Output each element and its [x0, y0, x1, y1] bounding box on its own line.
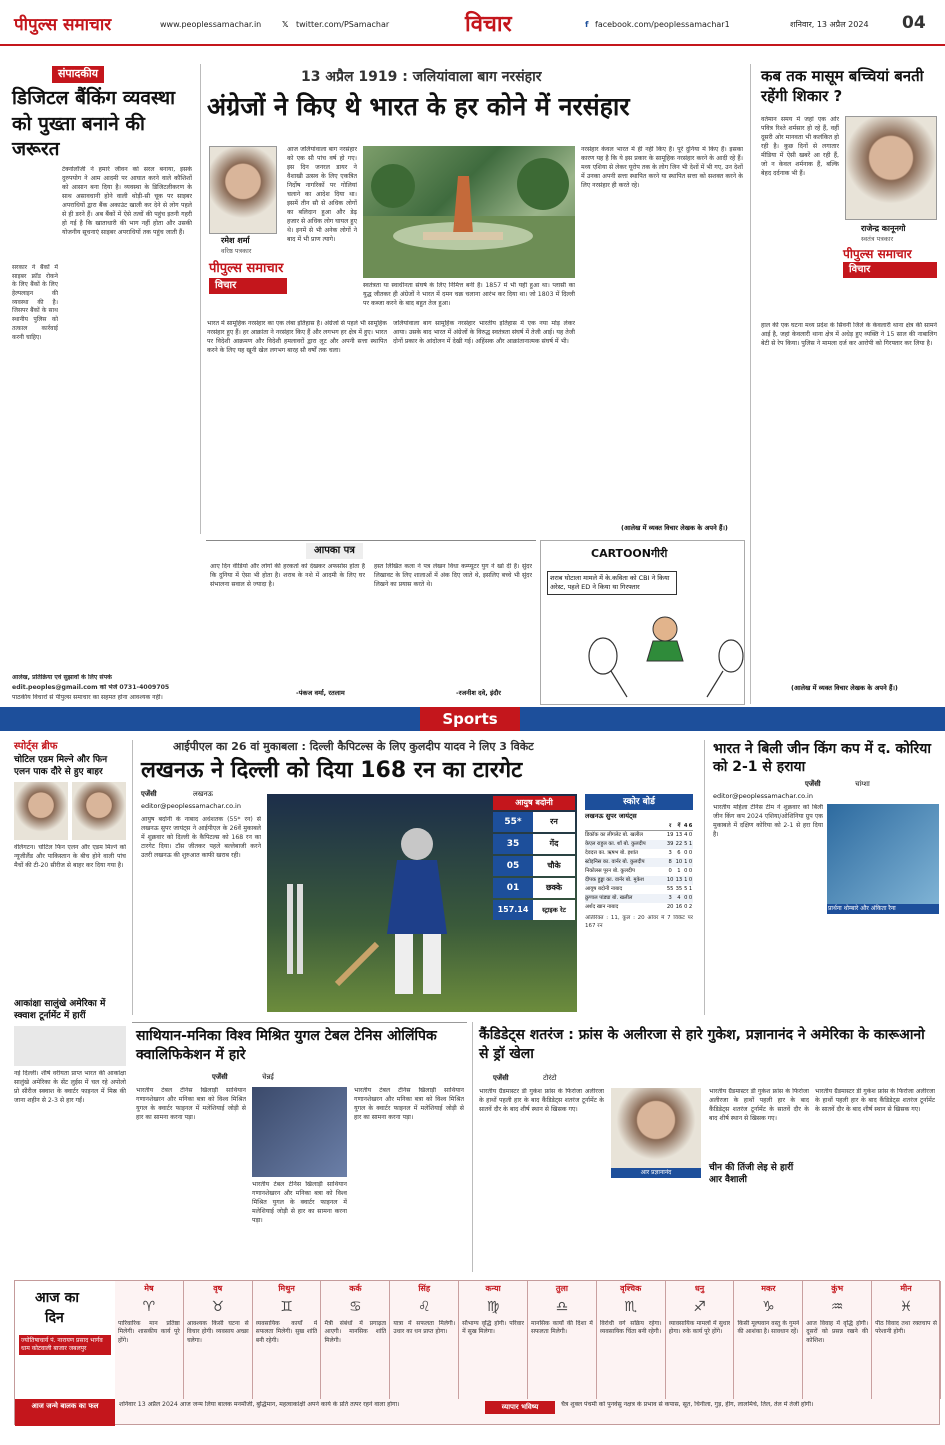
sign-name: धनु [694, 1284, 705, 1293]
stat-value: 01 [493, 878, 533, 898]
horoscope-signs [115, 1281, 941, 1399]
main-kicker: 13 अप्रैल 1919 : जलियांवाला बाग नरसंहार [301, 69, 542, 85]
ipl-article [132, 740, 697, 1015]
logo: पीपुल्स समाचार [14, 15, 112, 35]
table-cell: 0 [688, 849, 693, 856]
sign-name: वृश्चिक [620, 1284, 642, 1293]
editorial-footer-contact: आलेख, प्रतिक्रिया एवं सुझावों के लिए संपर्क [12, 674, 112, 681]
zodiac-icon: ♒ [830, 1298, 844, 1315]
scoreboard-team: लखनऊ सुपर जायंट्स [585, 812, 637, 821]
tt-agency: एजेंसी [212, 1073, 228, 1081]
tt-headline: साथियान-मनिका विश्व मिश्रित युगल टेबल टेनिस ओलिंपिक क्वालिफिकेशन में हारे [136, 1028, 437, 1063]
right-author-role: स्वतंत्र पत्रकार [861, 235, 894, 243]
scoreboard-header-cell: र [666, 823, 675, 831]
twitter-icon: 𝕏 [282, 20, 289, 29]
horoscope-sign-card [390, 1281, 459, 1399]
business-label: व्यापार भविष्य [485, 1401, 555, 1414]
table-cell: 3 [668, 895, 672, 902]
editorial-footer-email: edit.peoples@gmail.com को भेजें 0731-4009705 [12, 684, 170, 691]
table-cell: 6 [677, 849, 681, 856]
sign-name: तुला [555, 1284, 568, 1293]
table-cell: 5 [684, 840, 688, 847]
table-cell: 0 [684, 867, 688, 874]
tt-city: चेन्नई [262, 1073, 274, 1081]
editorial-headline: डिजिटल बैंकिंग व्यवस्था को पुख्ता बनाने की जरूरत [12, 87, 176, 161]
author-photo [209, 146, 277, 234]
horoscope-sign-card [184, 1281, 253, 1399]
table-row [585, 885, 693, 894]
sports-banner [0, 707, 945, 731]
chess-article [472, 1022, 940, 1272]
chess-caption: आर प्रज्ञानानंद [611, 1168, 701, 1178]
sign-text: मैत्री संबंधों में प्रगाढ़ता आएगी। मानसिक शांति मिलेगी। [324, 1319, 387, 1345]
table-cell: 2 [688, 904, 693, 911]
zodiac-icon: ♋ [349, 1298, 362, 1315]
sign-name: कन्या [485, 1284, 501, 1293]
table-cell: 10 [675, 858, 683, 865]
right-author-name: राजेन्द्र कानूनगो [861, 224, 906, 233]
brand-logo: पीपुल्स समाचार [209, 261, 284, 276]
stat-label: चौके [533, 856, 575, 876]
sign-text: विरोधी वर्ग सक्रिय रहेगा। व्यवसायिक चिंता बनी रहेगी। [599, 1319, 662, 1336]
memorial-photo [363, 146, 575, 278]
zodiac-icon: ♌ [417, 1298, 431, 1315]
sign-name: कर्क [349, 1284, 362, 1293]
ipl-kicker: आईपीएल का 26 वां मुकाबला : दिल्ली कैपिटल्स के लिए कुलदीप यादव ने लिए 3 विकेट [173, 740, 534, 753]
table-row [585, 840, 693, 849]
table-cell: 0 [688, 867, 693, 874]
right-body: वर्तमान समय में जहां एक ओर पवित्र रिश्ते शर्मसार हो रहे हैं, वहीं दूसरी ओर मानवता भी कलंकित हो रही है। कुछ दिनों से लगातार मीडिया में ऐसी खबरें आ रही हैं, जो न केवल शर्मनाक हैं, बल्कि बेहद दर्दनाक भी हैं। [761, 116, 839, 177]
chess-agency: एजेंसी [493, 1074, 509, 1082]
brief-tag: स्पोर्ट्स ब्रीफ [14, 741, 58, 752]
editorial-body: टेक्नोलॉजी ने हमारे जीवन को सरल बनाया, इसके दुरुपयोग ने आम आदमी पर आघात करने वाले कौशिशों को आसान बना दिया है। व्यवस्था के डिजिटलीकरण के साथ असावधानी होने वाली थोड़ी-सी चूक पर साइबर अपराधियों द्वारा बैंक अकाउंट खाली कर देने से लोग पहले से ही डरने हैं। अब बैंकों में ऐसे तत्वों की पहुंच इतनी गहरी हो गई है कि खाताधारी की भाग नहीं होता और उसकी योजनीय सूचनाएं साइबर अपराधियों तक पहुंच जाती हैं। [62, 166, 192, 236]
table-cell: केएल राहुल का. शॉ बो. कुलदीप [585, 840, 646, 847]
facebook-link[interactable]: facebook.com/peoplessamachar1 [595, 20, 730, 29]
table-cell: 8 [668, 858, 672, 865]
chess-sub-headline: चीन की तिंजी लेइ से हारीं आर वैशाली [709, 1163, 794, 1186]
main-headline: अंग्रेजों ने किए थे भारत के हर कोने में नरसंहार [207, 92, 630, 121]
twitter-link[interactable]: twitter.com/PSamachar [296, 20, 390, 29]
letter2-body: हस्त लिखित कला ने पत्र लेखन विधा कम्प्यूटर युग ने खो दी है। सुंदर लिखावट के लिए शालाओं में अंक दिए जाते थे, इसलिए बच्चे भी सुंदर लिखने का प्रयास करते थे। [374, 563, 532, 588]
chess-body-2: भारतीय ग्रैंडमास्टर डी गुकेश फ्रांस के फिरोजा अलीरजा के हाथों पहली हार के बाद कैंडिडेट्स शतरंज टूर्नामेंट के सातवें दौर के बाद शीर्ष स्थान से खिसक गए। [709, 1088, 809, 1122]
sign-text: आवश्यक किसी घटना से विचार होगी। व्यवसाय अच्छा चलेगा। [186, 1319, 249, 1345]
billie-headline: भारत ने बिली जीन किंग कप में द. कोरिया को 2-1 से हराया [713, 741, 932, 776]
ipl-body: आयुष बदोनी के नाबाद अर्धशतक (55* रन) से लखनऊ सुपर जायंट्स ने आईपीएल के 26वें मुकाबले में शुक्रवार को दिल्ली के कैपिटल्स को 168 रन का टारगेट दिया। टॉस जीतकर पहले बल्लेबाजी करने उतरी लखनऊ की शुरुआत काफी खराब रही। [141, 816, 261, 859]
cartoon-box [540, 540, 745, 705]
table-cell: 10 [666, 877, 674, 883]
scoreboard-header-row [585, 823, 693, 831]
table-cell: 35 [675, 886, 683, 893]
horoscope-sign-card [459, 1281, 528, 1399]
sign-text: यात्रा में सफलता मिलेगी। उधार का धन प्राप्त होगा। [393, 1319, 456, 1336]
horoscope-sign-card [872, 1281, 941, 1399]
table-cell: 0 [684, 895, 688, 902]
business-text: चैत्र शुक्ल पंचमी को पुनर्वसु नक्षत्र के प्रभाव से कपास, सूत, चिनीला, गुड़, हींग, लालमिर्च, तिल, तेल में तेजी होगी। [561, 1401, 814, 1408]
sign-text: आज विवाह में वृद्धि होगी। दूसरों को प्रसन्न रखने की कोशिश। [806, 1319, 869, 1345]
table-row [585, 858, 693, 867]
zodiac-icon: ♎ [555, 1298, 569, 1315]
horoscope-title-top: आज का [35, 1290, 79, 1306]
scoreboard-header-cell [585, 823, 666, 831]
table-cell: 19 [666, 831, 674, 838]
right-body2: हाल की एक घटना मध्य प्रदेश के सिवनी जिले के केवलारी थाना क्षेत्र की सामने आई है, जहां केवलारी थाना क्षेत्र में अधेड़ हुए व्यक्ति ने 15 साल की नाबालिग बेटी से रेप किया। पुलिस ने मामला दर्ज कर आरोपी को गिरफ्तार कर लिया है। [761, 322, 937, 347]
sign-name: वृष [213, 1284, 223, 1293]
billie-agency: एजेंसी [805, 780, 821, 788]
right-article [750, 64, 940, 704]
horoscope-title-bottom: दिन [45, 1310, 64, 1326]
table-cell: देवदत्त का. ऋषभ बो. इशांत [585, 849, 638, 856]
sign-name: सिंह [418, 1284, 431, 1293]
cartoon-title: CARTOONगीरी [591, 547, 668, 560]
tt-body-2: भारतीय टेबल टेनिस खिलाड़ी साथियान गणानशेखरन और मनिका बत्रा को विश्व मिश्रित युगल के क्वार्टर फाइनल में मलेशियाई जोड़ी से हार का सामना करना पड़ा। [252, 1181, 347, 1224]
table-cell: 55 [666, 886, 674, 893]
born-text: शनिवार 13 अप्रैल 2024 आज जन्म लिया बालक मनमौजी, बुद्धिमान, महत्वाकांक्षी अपने कार्य के प्रति तत्पर रहने वाला होगा। [119, 1401, 400, 1408]
table-cell: निकोलस पूरन बो. कुलदीप [585, 867, 635, 874]
table-cell: 39 [666, 840, 674, 847]
main-col1: आज जलियांवाला बाग नरसंहार को एक सौ पांच वर्ष हो गए। इस दिन जनरल डायर ने वैशाखी उत्सव के लिए एकत्रित निर्दोष नागरिकों पर गोलियां चलाने का आदेश दिया था। इसमें तीन सौ से अधिक लोगों का बलिदान हुआ और डेढ़ हजार से अधिक लोग घायल हुए थे। इनमें से भी अनेक लोगों ने बाद में भी प्राण त्यागे। [287, 146, 357, 243]
table-cell: 1 [684, 877, 688, 883]
table-cell: 0 [688, 858, 693, 865]
section-title: विचार [465, 12, 512, 37]
right-end-note: (आलेख में व्यक्त विचार लेखक के अपने हैं।) [791, 684, 898, 692]
letter1-body: आए दिन वीडियो और लोगों की हरकतों को देखकर अफसोस होता है कि दुनिया में ऐसा भी होता है। शराब के नशे में आदमी के लिए घर संभालना सवाल से ज्यादा है। [210, 563, 365, 588]
website-link[interactable]: www.peoplessamachar.in [160, 20, 262, 29]
table-cell: 1 [688, 840, 693, 847]
main-end-note: (आलेख में व्यक्त विचार लेखक के अपने हैं।) [621, 524, 728, 532]
billie-photo [827, 804, 939, 904]
stat-label: रन [533, 812, 575, 832]
cartoon-drawing [541, 601, 746, 701]
table-cell: 13 [675, 831, 683, 838]
main-col3: नरसंहार केवल भारत में ही नहीं किए हैं। पूरे दुनिया में किए हैं। इसका कारण यह है कि ये इस प्रकार के सामूहिक नरसंहार करने के आदी रहे हैं। मध्य एशिया से लेकर यूरोप तक के लोग जिन भी देशों में भी गए, उन देशों में उनका अपनी सत्ता स्थापित करने या स्थापित सत्ता को सशक्त करने के लिए नरसंहार ही करते रहे। [581, 146, 743, 189]
sign-text: सौभाग्य वृद्धि होगी। परिवार में सुख मिलेगा। [462, 1319, 524, 1336]
astrologer: ज्योतिषाचार्य पं. नारायण प्रसाद भार्गव धाम कोटवाली बाजार जबलपुर [19, 1335, 111, 1355]
table-cell: 0 [668, 867, 672, 874]
table-cell: आयुष बदोनी नाबाद [585, 886, 623, 893]
table-cell: 1 [677, 867, 681, 874]
table-row [585, 830, 693, 840]
scoreboard [585, 794, 693, 1012]
main-col-bottom2: जलियांवाला बाग सामूहिक नरसंहार भारतीय इतिहास में एक नया मोड़ लेकर आया। उसके बाद भारत में अंग्रेजों के विरुद्ध स्वतंत्रता संघर्ष में तेजी आई। यह तेजी दोनों प्रकार के आंदोलन में देखी गई। अहिंसक और आक्रांतानात्मक संघर्ष में भी। [393, 320, 575, 345]
masthead [0, 0, 945, 46]
brief2-headline: आकांक्षा सालुंखे अमेरिका में स्क्वाश टूर्नामेंट में हारीं [14, 999, 106, 1022]
scoreboard-title: स्कोर बोर्ड [585, 794, 693, 810]
author-role: वरिष्ठ पत्रकार [221, 247, 252, 255]
billie-email[interactable]: editor@peoplessamachar.co.in [713, 792, 813, 800]
stat-row-balls [493, 834, 575, 854]
player-name: आयुष बदोनी [493, 796, 575, 810]
sign-name: मेष [144, 1284, 154, 1293]
sign-name: मिथुन [278, 1284, 295, 1293]
sign-text: पीठ विवाद तथा रक्तचाप से परेशानी होगी। [875, 1319, 937, 1336]
sign-name: मकर [761, 1284, 776, 1293]
right-headline: कब तक मासूम बच्चियां बनती रहेंगी शिकार ? [761, 67, 924, 106]
letters-box [206, 540, 536, 705]
right-author-photo [845, 116, 937, 220]
table-row [585, 894, 693, 903]
page-number: 04 [902, 13, 926, 33]
main-article [200, 64, 745, 534]
zodiac-icon: ♑ [762, 1298, 775, 1315]
tt-photo [252, 1087, 347, 1177]
main-col-bottom: भारत में सामूहिक नरसंहार का एक लंबा इतिहास है। अंग्रेजों से पहले भी सामूहिक नरसंहार हुए हैं। हर आक्रांता ने नरसंहार किए हैं और लगभग हर क्षेत्र में हुए। भारत पर विदेशी आक्रमण और विदेशी हमलावरों द्वारा लूट और अपनी सत्ता स्थापित करने के लिए यह खूनी खेल लगभग बारह सौ वर्षों तक चला। [207, 320, 387, 354]
scoreboard-header-cell: 6 [688, 822, 693, 829]
table-cell: दीपक हुड्डा का. वार्नर बो. मुकेश [585, 877, 644, 883]
player-stats [493, 812, 575, 920]
memorial-illustration [363, 146, 575, 278]
table-row [585, 867, 693, 876]
table-cell: 5 [684, 886, 688, 893]
letters-title: आपका पत्र [306, 543, 363, 559]
horoscope-sign-card [734, 1281, 803, 1399]
stat-row-fours [493, 856, 575, 876]
table-row [585, 876, 693, 885]
chess-body-3: भारतीय ग्रैंडमास्टर डी गुकेश फ्रांस के फिरोजा अलीरजा के हाथों पहली हार के बाद कैंडिडेट्स शतरंज टूर्नामेंट के सातवें दौर के बाद शीर्ष स्थान से खिसक गए। [815, 1088, 935, 1113]
zodiac-icon: ♊ [280, 1298, 293, 1315]
brand-tag: विचार [209, 278, 287, 294]
horoscope-sign-card [597, 1281, 666, 1399]
ipl-agency: एजेंसी [141, 790, 157, 798]
table-cell: 22 [675, 840, 683, 847]
horoscope-sign-card [666, 1281, 735, 1399]
letter1-sign: -पंकज वर्मा, रतलाम [296, 689, 345, 697]
brief1-photo-left [14, 782, 68, 840]
born-label: आज जन्मे बालक का फल [15, 1399, 115, 1426]
scoreboard-table [585, 823, 693, 912]
stat-value: 157.14 [493, 900, 533, 920]
ipl-email[interactable]: editor@peoplessamachar.co.in [141, 802, 241, 810]
ipl-headline: लखनऊ ने दिल्ली को दिया 168 रन का टारगेट [141, 758, 523, 783]
ipl-city: लखनऊ [193, 790, 213, 798]
table-cell: 0 [688, 895, 693, 902]
brief1-photo-right [72, 782, 126, 840]
table-cell: 0 [684, 904, 688, 911]
sports-brief [14, 740, 126, 1260]
main-col2a: स्वतंत्रता या स्वाधीनता संघर्ष के लिए निमित्त बनी है। 1857 में भी यही हुआ था। प्लासी का युद्ध जीतकर ही अंग्रेजों ने भारत में दमन चक्र चलाना आरंभ कर दिया था। जो 1803 में दिल्ली पर कब्जा करने के बाद बहुत तेज हुआ। [363, 282, 575, 307]
table-cell: स्टोइनिस का. वार्नर बो. कुलदीप [585, 858, 645, 865]
table-cell: 4 [677, 895, 681, 902]
table-cell: 1 [684, 858, 688, 865]
horoscope-sign-card [528, 1281, 597, 1399]
stat-row-runs [493, 812, 575, 832]
sign-text: व्यावसायिक मामलों में सुधार होगा। रुके कार्य पूरे होंगे। [668, 1319, 731, 1336]
table-row [585, 849, 693, 858]
brief2-photo [14, 1026, 126, 1066]
table-cell: 3 [668, 849, 672, 856]
editorial-footer-disclaimer: पाठकीय विचारों से पीपुल्स समाचार का सहमत होना आवश्यक नहीं। [12, 694, 163, 701]
zodiac-icon: ♈ [142, 1298, 156, 1315]
zodiac-icon: ♐ [693, 1298, 706, 1315]
cartoon-caption: शराब घोटाला मामले में के.कविता को CBI ने किया अरेस्ट, पहले ED ने किया था गिरफ्तार [547, 571, 677, 595]
zodiac-icon: ♍ [486, 1298, 500, 1315]
tt-body-3: भारतीय टेबल टेनिस खिलाड़ी साथियान गणानशेखरन और मनिका बत्रा को विश्व मिश्रित युगल के क्वार्टर फाइनल में मलेशियाई जोड़ी से हार का सामना करना पड़ा। [354, 1087, 464, 1121]
stat-value: 05 [493, 856, 533, 876]
stat-value: 55* [493, 812, 533, 832]
sign-text: मानसिक कार्यों की दिशा में सफलता मिलेगी। [530, 1319, 593, 1336]
brief2-body: नई दिल्ली। शीर्ष वरीयता प्राप्त भारत की आकांक्षा सालुंखे अमेरिका के सेंट लुईस में चल रहे अपोलो प्रो सीरीज स्क्वाश के क्वार्टर फाइनल में मिस्र की जाना शहीन से 2-3 से हार गईं। [14, 1070, 126, 1104]
stat-label: गेंद [533, 834, 575, 854]
horoscope-section [14, 1280, 940, 1425]
tt-body: भारतीय टेबल टेनिस खिलाड़ी साथियान गणानशेखरन और मनिका बत्रा को विश्व मिश्रित युगल के क्वार्टर फाइनल में मलेशियाई जोड़ी से हार का सामना करना पड़ा। [136, 1087, 246, 1121]
table-cell: अर्शद खान नाबाद [585, 904, 619, 911]
table-cell: 4 [684, 831, 688, 838]
table-cell: 0 [688, 877, 693, 883]
table-row [585, 903, 693, 912]
table-cell: 0 [688, 831, 693, 838]
date: शनिवार, 13 अप्रैल 2024 [790, 20, 869, 29]
stat-row-sixes [493, 878, 575, 898]
right-brand-logo: पीपुल्स समाचार [843, 247, 912, 261]
scoreboard-header-cell: गें [675, 823, 684, 831]
table-cell: क्रुणाल पांड्या बो. खलील [585, 895, 633, 902]
chess-photo [611, 1088, 701, 1168]
table-cell: डिकॉक का लीगलेट बो. खलील [585, 831, 643, 838]
stat-value: 35 [493, 834, 533, 854]
facebook-icon: f [585, 20, 589, 29]
editorial-pullquote: सरकार ने बैंकों में साइबर फ्रॉड रोकने के लिए बैंकों के लिए हेल्पलाइन की व्यवस्था की है। जिसपर बैंकों के साथ स्थानीय पुलिस को तत्काल कार्रवाई करनी चाहिए। [12, 264, 58, 341]
billie-article [704, 740, 940, 1015]
brief1-headline: चोटिल एडम मिल्ने और फिन एलन पाक दौरे से हुए बाहर [14, 755, 108, 778]
horoscope-sign-card [115, 1281, 184, 1399]
zodiac-icon: ♏ [624, 1298, 637, 1315]
billie-body: भारतीय महिला टेनिस टीम ने शुक्रवार को बिली जीन किंग कप 2024 एशिया/ओशिनिया ग्रुप एक मुकाबले में दक्षिण कोरिया को 2-1 से हरा दिया है। [713, 804, 823, 838]
editorial-column [12, 64, 192, 704]
chess-headline: कैंडिडेट्स शतरंज : फ्रांस के अलीरजा से हारे गुकेश, प्रज्ञानानंद ने अमेरिका के कारूआनो से ड्रॉ खेला [479, 1027, 925, 1062]
tt-article [132, 1022, 467, 1272]
horoscope-sign-card [803, 1281, 872, 1399]
stat-label: छक्के [533, 878, 575, 898]
stat-row-strike-rate [493, 900, 575, 920]
letter2-sign: -रजनीश दवे, इंदौर [456, 689, 501, 697]
table-cell: 13 [675, 877, 683, 883]
brief1-body: वेलिंगटन। चोटिल फिन एलन और एडम मिल्ने को न्यूजीलैंड और पाकिस्तान के बीच होने वाली पांच मैचों की टी-20 सीरीज से बाहर कर दिया गया है। [14, 844, 126, 869]
right-brand-tag: विचार [843, 262, 937, 278]
sign-name: मीन [900, 1284, 912, 1293]
zodiac-icon: ♉ [211, 1298, 225, 1315]
sign-text: पारिवारिक मान प्रतिष्ठा मिलेगी। शासकीय कार्य पूरे होंगे। [118, 1319, 180, 1345]
table-cell: 1 [688, 886, 693, 893]
horoscope-sign-card [321, 1281, 390, 1399]
sign-text: व्यवसायिक कार्यों में सफलता मिलेगी। सुख शांति बनी रहेगी। [255, 1319, 318, 1345]
table-cell: 20 [666, 904, 674, 911]
editorial-tag: संपादकीय [52, 66, 104, 83]
chess-city: टोरंटो [543, 1074, 557, 1082]
sign-name: कुंभ [831, 1284, 844, 1293]
stat-label: स्ट्राइक रेट [533, 900, 575, 920]
ipl-player-photo [267, 794, 577, 1012]
table-cell: 16 [675, 904, 683, 911]
scoreboard-header-cell: 4 [683, 822, 688, 829]
sign-text: किसी मूल्यवान वस्तु के गुमने की आशंका है। सावधान रहें। [737, 1319, 800, 1336]
chess-body: भारतीय ग्रैंडमास्टर डी गुकेश फ्रांस के फिरोजा अलीरजा के हाथों पहली हार के बाद कैंडिडेट्स शतरंज टूर्नामेंट के सातवें दौर के बाद शीर्ष स्थान से खिसक गए। [479, 1088, 604, 1113]
scoreboard-note: अतिरिक्त : 11, कुल : 20 ओवर में 7 विकेट पर 167 रन [585, 915, 693, 930]
billie-city: चांग्शा [855, 780, 870, 788]
billie-caption: प्रार्थना थोम्बारे और अंकिता रैना [827, 904, 939, 914]
horoscope-sign-card [253, 1281, 322, 1399]
author-name: रमेश शर्मा [221, 236, 250, 245]
table-cell: 0 [684, 849, 688, 856]
zodiac-icon: ♓ [899, 1298, 913, 1315]
sports-section-label: Sports [420, 707, 520, 731]
